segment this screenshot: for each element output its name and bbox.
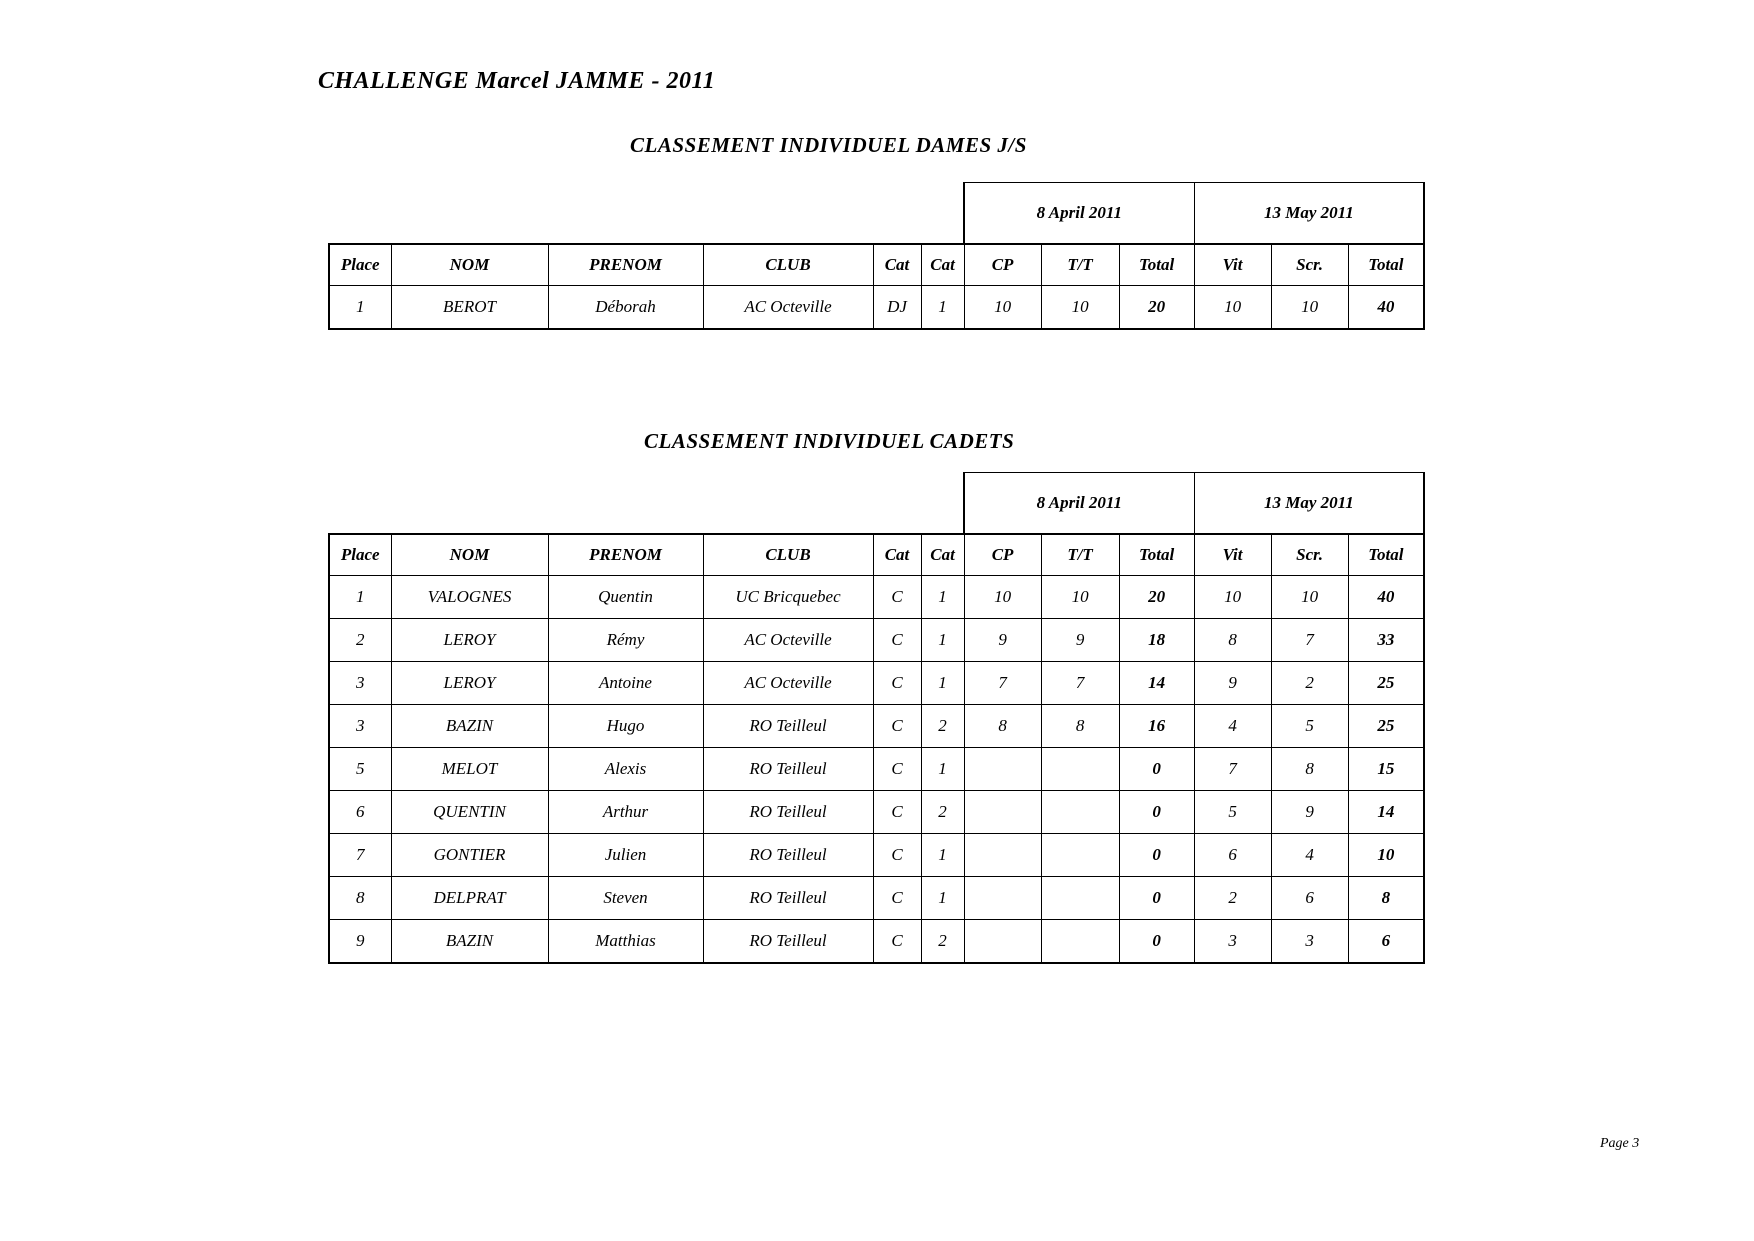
cell-prenom: Arthur — [548, 791, 703, 834]
cell-cat: C — [873, 705, 921, 748]
cell-cat2: 1 — [921, 662, 964, 705]
cell-vit: 4 — [1194, 705, 1271, 748]
column-header-scr: Scr. — [1271, 244, 1348, 286]
table-row — [329, 619, 1424, 662]
cell-total-april: 20 — [1119, 286, 1194, 330]
cell-prenom: Alexis — [548, 748, 703, 791]
cell-prenom: Antoine — [548, 662, 703, 705]
cell-cp: 10 — [964, 286, 1041, 330]
cell-place: 5 — [329, 748, 391, 791]
cell-vit: 9 — [1194, 662, 1271, 705]
cell-vit: 2 — [1194, 877, 1271, 920]
column-header-total-april: Total — [1119, 244, 1194, 286]
cell-prenom: Julien — [548, 834, 703, 877]
cell-total-may: 40 — [1348, 286, 1424, 330]
date-header-may: 13 May 2011 — [1194, 183, 1424, 245]
column-header-prenom: PRENOM — [548, 534, 703, 576]
date-header-row — [329, 183, 1424, 245]
cell-cp: 8 — [964, 705, 1041, 748]
cell-cat2: 2 — [921, 920, 964, 964]
cell-scr: 10 — [1271, 286, 1348, 330]
cell-nom: BAZIN — [391, 705, 548, 748]
cell-club: RO Teilleul — [703, 877, 873, 920]
cell-cp: 7 — [964, 662, 1041, 705]
cell-cat: C — [873, 834, 921, 877]
cell-place: 1 — [329, 286, 391, 330]
cell-nom: DELPRAT — [391, 877, 548, 920]
cell-cp — [964, 748, 1041, 791]
cell-cat2: 1 — [921, 877, 964, 920]
cell-total-may: 25 — [1348, 662, 1424, 705]
cell-prenom: Steven — [548, 877, 703, 920]
cell-scr: 6 — [1271, 877, 1348, 920]
cell-total-april: 20 — [1119, 576, 1194, 619]
column-header-club: CLUB — [703, 244, 873, 286]
column-header-club: CLUB — [703, 534, 873, 576]
cell-vit: 7 — [1194, 748, 1271, 791]
cell-total-may: 14 — [1348, 791, 1424, 834]
cell-nom: MELOT — [391, 748, 548, 791]
table-row — [329, 877, 1424, 920]
document-title: CHALLENGE Marcel JAMME - 2011 — [318, 68, 716, 94]
cell-total-april: 16 — [1119, 705, 1194, 748]
page-number: Page 3 — [1600, 1136, 1640, 1151]
date-row-spacer — [329, 183, 964, 245]
date-header-april: 8 April 2011 — [964, 473, 1194, 535]
cell-scr: 4 — [1271, 834, 1348, 877]
section-title-cadets: CLASSEMENT INDIVIDUEL CADETS — [644, 429, 1015, 453]
cell-club: RO Teilleul — [703, 748, 873, 791]
cell-nom: GONTIER — [391, 834, 548, 877]
cell-nom: BEROT — [391, 286, 548, 330]
cell-total-april: 0 — [1119, 748, 1194, 791]
cell-prenom: Quentin — [548, 576, 703, 619]
cell-tt — [1041, 920, 1119, 964]
cell-club: RO Teilleul — [703, 920, 873, 964]
cell-scr: 10 — [1271, 576, 1348, 619]
cell-cp — [964, 877, 1041, 920]
cell-vit: 10 — [1194, 286, 1271, 330]
column-header-cp: CP — [964, 534, 1041, 576]
cell-tt — [1041, 877, 1119, 920]
column-header-cat2: Cat — [921, 534, 964, 576]
table-row — [329, 791, 1424, 834]
column-header-vit: Vit — [1194, 534, 1271, 576]
column-header-scr: Scr. — [1271, 534, 1348, 576]
column-header-nom: NOM — [391, 534, 548, 576]
cell-prenom: Matthias — [548, 920, 703, 964]
column-header-cp: CP — [964, 244, 1041, 286]
cell-cat: C — [873, 576, 921, 619]
cell-total-may: 8 — [1348, 877, 1424, 920]
date-header-april: 8 April 2011 — [964, 183, 1194, 245]
cell-cp — [964, 791, 1041, 834]
cell-cat: C — [873, 619, 921, 662]
cell-club: UC Bricquebec — [703, 576, 873, 619]
cell-club: RO Teilleul — [703, 834, 873, 877]
cell-total-may: 10 — [1348, 834, 1424, 877]
cell-total-april: 14 — [1119, 662, 1194, 705]
column-header-nom: NOM — [391, 244, 548, 286]
cell-total-april: 0 — [1119, 920, 1194, 964]
cell-cp: 10 — [964, 576, 1041, 619]
column-header-total-april: Total — [1119, 534, 1194, 576]
cell-cat2: 1 — [921, 748, 964, 791]
cell-tt — [1041, 791, 1119, 834]
cell-place: 2 — [329, 619, 391, 662]
cell-total-april: 0 — [1119, 834, 1194, 877]
cell-prenom: Hugo — [548, 705, 703, 748]
cell-cat2: 2 — [921, 705, 964, 748]
column-header-total-may: Total — [1348, 534, 1424, 576]
column-header-row — [329, 244, 1424, 286]
column-header-place: Place — [329, 534, 391, 576]
cell-total-may: 25 — [1348, 705, 1424, 748]
cell-cp — [964, 920, 1041, 964]
cell-club: RO Teilleul — [703, 791, 873, 834]
cell-cat2: 1 — [921, 834, 964, 877]
cell-vit: 8 — [1194, 619, 1271, 662]
cell-club: AC Octeville — [703, 662, 873, 705]
cell-vit: 5 — [1194, 791, 1271, 834]
cell-cat: C — [873, 791, 921, 834]
column-header-cat: Cat — [873, 244, 921, 286]
cell-club: RO Teilleul — [703, 705, 873, 748]
column-header-prenom: PRENOM — [548, 244, 703, 286]
cell-cp — [964, 834, 1041, 877]
column-header-cat: Cat — [873, 534, 921, 576]
column-header-vit: Vit — [1194, 244, 1271, 286]
cell-scr: 8 — [1271, 748, 1348, 791]
cell-place: 8 — [329, 877, 391, 920]
cell-prenom: Rémy — [548, 619, 703, 662]
column-header-row — [329, 534, 1424, 576]
cell-place: 3 — [329, 705, 391, 748]
cell-nom: QUENTIN — [391, 791, 548, 834]
ranking-table-cadets — [328, 472, 1425, 964]
cell-scr: 9 — [1271, 791, 1348, 834]
table-row — [329, 662, 1424, 705]
cell-place: 7 — [329, 834, 391, 877]
cell-prenom: Déborah — [548, 286, 703, 330]
cell-scr: 7 — [1271, 619, 1348, 662]
ranking-table-dames — [328, 182, 1425, 330]
date-row-spacer — [329, 473, 964, 535]
cell-place: 1 — [329, 576, 391, 619]
cell-tt: 8 — [1041, 705, 1119, 748]
cell-place: 6 — [329, 791, 391, 834]
date-header-row — [329, 473, 1424, 535]
cell-total-april: 0 — [1119, 877, 1194, 920]
table-row — [329, 748, 1424, 791]
cell-scr: 3 — [1271, 920, 1348, 964]
cell-total-may: 15 — [1348, 748, 1424, 791]
table-row — [329, 286, 1424, 330]
cell-tt: 10 — [1041, 576, 1119, 619]
cell-total-may: 6 — [1348, 920, 1424, 964]
cell-tt: 9 — [1041, 619, 1119, 662]
cell-nom: LEROY — [391, 662, 548, 705]
date-header-may: 13 May 2011 — [1194, 473, 1424, 535]
cell-cat: C — [873, 877, 921, 920]
cell-total-april: 18 — [1119, 619, 1194, 662]
table-row — [329, 576, 1424, 619]
cell-cat: DJ — [873, 286, 921, 330]
column-header-total-may: Total — [1348, 244, 1424, 286]
cell-place: 3 — [329, 662, 391, 705]
cell-tt: 7 — [1041, 662, 1119, 705]
section-title-dames: CLASSEMENT INDIVIDUEL DAMES J/S — [630, 133, 1027, 157]
cell-total-april: 0 — [1119, 791, 1194, 834]
table-row — [329, 834, 1424, 877]
cell-cat: C — [873, 920, 921, 964]
cell-cat2: 1 — [921, 576, 964, 619]
table-row — [329, 705, 1424, 748]
cell-tt: 10 — [1041, 286, 1119, 330]
cell-nom: BAZIN — [391, 920, 548, 964]
cell-scr: 2 — [1271, 662, 1348, 705]
cell-cat2: 2 — [921, 791, 964, 834]
column-header-tt: T/T — [1041, 244, 1119, 286]
cell-total-may: 33 — [1348, 619, 1424, 662]
cell-vit: 6 — [1194, 834, 1271, 877]
cell-total-may: 40 — [1348, 576, 1424, 619]
column-header-cat2: Cat — [921, 244, 964, 286]
cell-tt — [1041, 748, 1119, 791]
table-row — [329, 920, 1424, 964]
cell-nom: LEROY — [391, 619, 548, 662]
cell-cp: 9 — [964, 619, 1041, 662]
column-header-tt: T/T — [1041, 534, 1119, 576]
column-header-place: Place — [329, 244, 391, 286]
cell-nom: VALOGNES — [391, 576, 548, 619]
cell-cat2: 1 — [921, 619, 964, 662]
cell-cat: C — [873, 662, 921, 705]
cell-club: AC Octeville — [703, 286, 873, 330]
cell-tt — [1041, 834, 1119, 877]
cell-place: 9 — [329, 920, 391, 964]
cell-scr: 5 — [1271, 705, 1348, 748]
cell-club: AC Octeville — [703, 619, 873, 662]
cell-cat: C — [873, 748, 921, 791]
cell-cat2: 1 — [921, 286, 964, 330]
cell-vit: 3 — [1194, 920, 1271, 964]
cell-vit: 10 — [1194, 576, 1271, 619]
